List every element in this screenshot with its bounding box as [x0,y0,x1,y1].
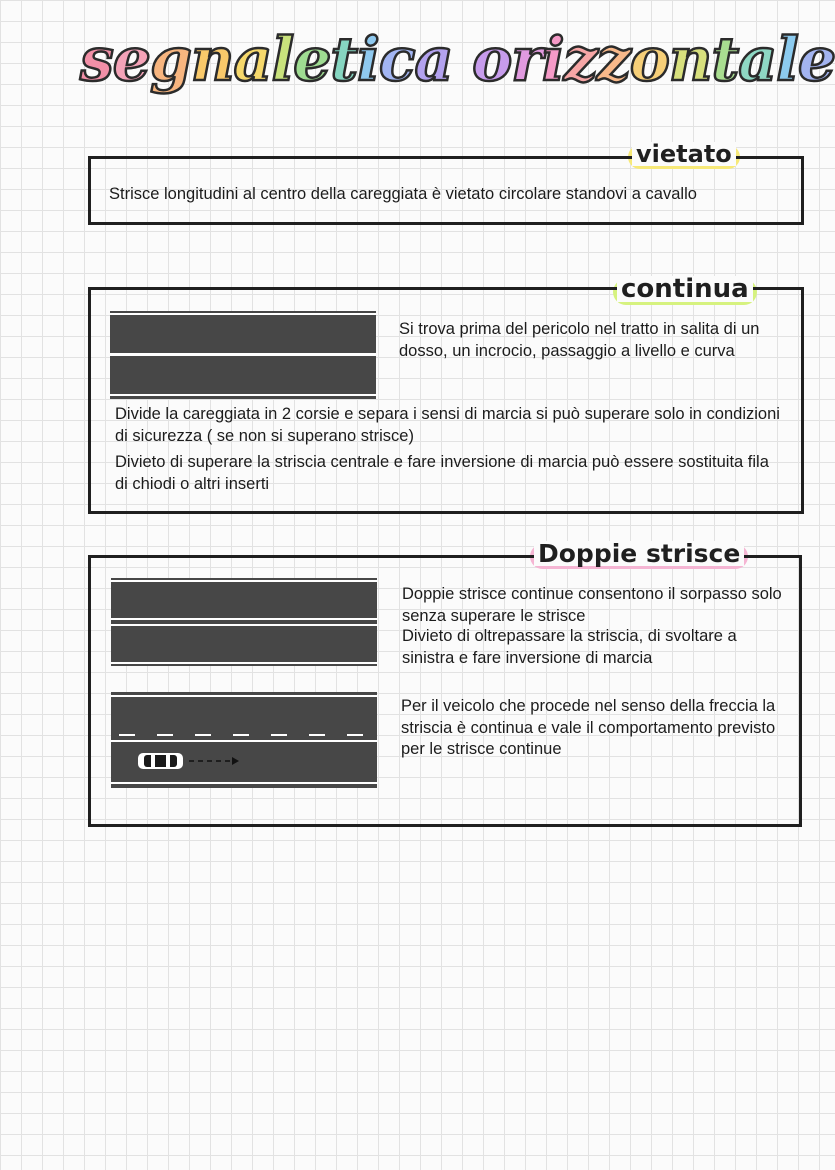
section-continua-label: continua [617,276,753,302]
section-doppie-text-3: Per il veicolo che procede nel senso della freccia la striscia è continua e vale il comportamento previsto per le strisce continue [401,697,776,758]
road-mixed-line-icon [111,692,377,788]
section-vietato-label: vietato [632,142,736,166]
road-double-line-icon [111,578,377,666]
section-doppie-text-1: Doppie strisce continue consentono il sorpasso solo senza superare le strisce [402,585,782,625]
section-vietato-text: Strisce longitudini al centro della careggiata è vietato circolare standovi a cavallo [109,185,697,203]
section-doppie-text-2: Divieto di oltrepassare la striscia, di svoltare a sinistra e fare inversione di marcia [402,627,737,667]
page-title: segnaletica orizzontale [80,25,835,95]
section-continua-paragraph-2: Divieto di superare la striscia centrale e fare inversione di marcia può essere sostituita fila di chiodi o altri inserti [115,453,769,493]
section-doppie-label: Doppie strisce [534,541,744,566]
section-continua-side-text: Si trova prima del pericolo nel tratto in salita di un dosso, un incrocio, passaggio a livello e curva [399,320,760,360]
road-continuous-line-icon [110,311,376,399]
section-continua-paragraph-1: Divide la careggiata in 2 corsie e separa i sensi di marcia si può superare solo in condizioni di sicurezza ( se non si superano strisce) [115,405,780,445]
car-icon [138,753,183,769]
